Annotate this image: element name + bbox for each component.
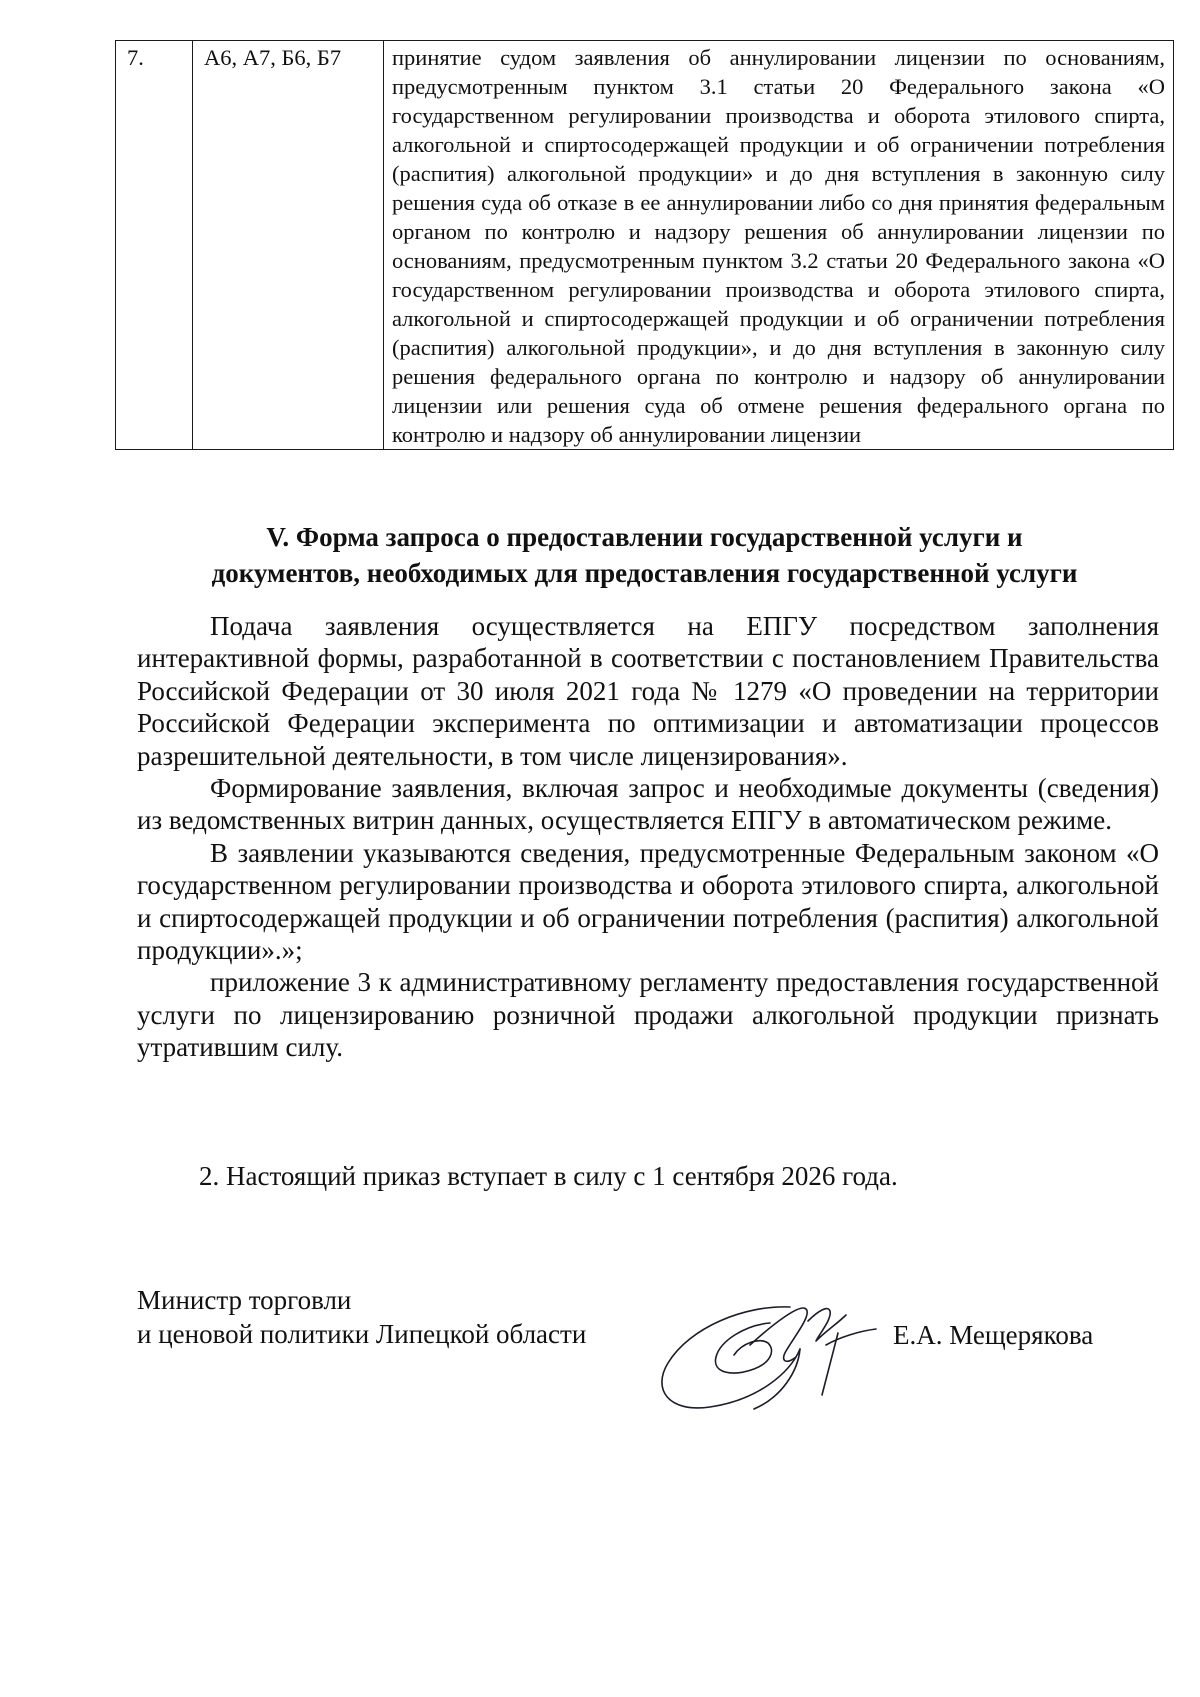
section-body <box>137 610 1159 1064</box>
license-suspension-table <box>115 40 1174 450</box>
handwritten-signature-icon <box>650 1285 910 1420</box>
section-title-line-2: документов, необходимых для предоставления государственной услуги <box>211 558 1078 588</box>
signatory-position-line-1: Министр торговли <box>137 1285 352 1315</box>
signatory-name: Е.А. Мещерякова <box>893 1320 1094 1350</box>
row-number-cell: 7. <box>116 41 193 450</box>
section-title-line-1: V. Форма запроса о предоставлении государственной услуги и <box>266 522 1023 552</box>
signatory-position <box>137 1283 586 1351</box>
paragraph: В заявлении указываются сведения, предусмотренные Федеральным законом «О государственном регулировании производства и оборота этилового спирта, алкогольной и спиртосодержащей продукции и об ограничении потребления (распития) алкогольной продукции».»; <box>137 837 1159 966</box>
section-title <box>115 519 1174 591</box>
row-description-cell: принятие судом заявления об аннулировании лицензии по основаниям, предусмотренным пунктом 3.1 статьи 20 Федерального закона «О государственном регулировании производства и оборота этилового спирта, алкогольной и спиртосодержащей продукции и об ограничении потребления (распития) алкогольной продукции» и до дня вступления в законную силу решения суда об отказе в ее аннулировании либо со дня принятия федеральным органом по контролю и надзору решения об аннулировании лицензии по основаниям, предусмотренным пунктом 3.2 статьи 20 Федерального закона «О государственном регулировании производства и оборота этилового спирта, алкогольной и спиртосодержащей продукции и об ограничении потребления (распития) алкогольной продукции», и до дня вступления в законную силу решения федерального органа по контролю и надзору об аннулировании лицензии или решения суда об отмене решения федерального органа по контролю и надзору об аннулировании лицензии <box>384 41 1174 450</box>
paragraph: Подача заявления осуществляется на ЕПГУ посредством заполнения интерактивной формы, разработанной в соответствии с постановлением Правительства Российской Федерации от 30 июля 2021 года № 1279 «О проведении на территории Российской Федерации эксперимента по оптимизации и автоматизации процессов разрешительной деятельности, в том числе лицензирования». <box>137 611 1159 771</box>
paragraph: Формирование заявления, включая запрос и необходимые документы (сведения) из ведомственных витрин данных, осуществляется ЕПГУ в автоматическом режиме. <box>137 773 1159 836</box>
row-codes-cell: А6, А7, Б6, Б7 <box>193 41 384 450</box>
table-row <box>116 41 1174 450</box>
paragraph: приложение 3 к административному регламенту предоставления государственной услуги по лицензированию розничной продажи алкогольной продукции признать утратившим силу. <box>137 967 1159 1063</box>
order-effective-date-item: 2. Настоящий приказ вступает в силу с 1 сентября 2026 года. <box>199 1161 898 1191</box>
signatory-position-line-2: и ценовой политики Липецкой области <box>137 1319 587 1349</box>
